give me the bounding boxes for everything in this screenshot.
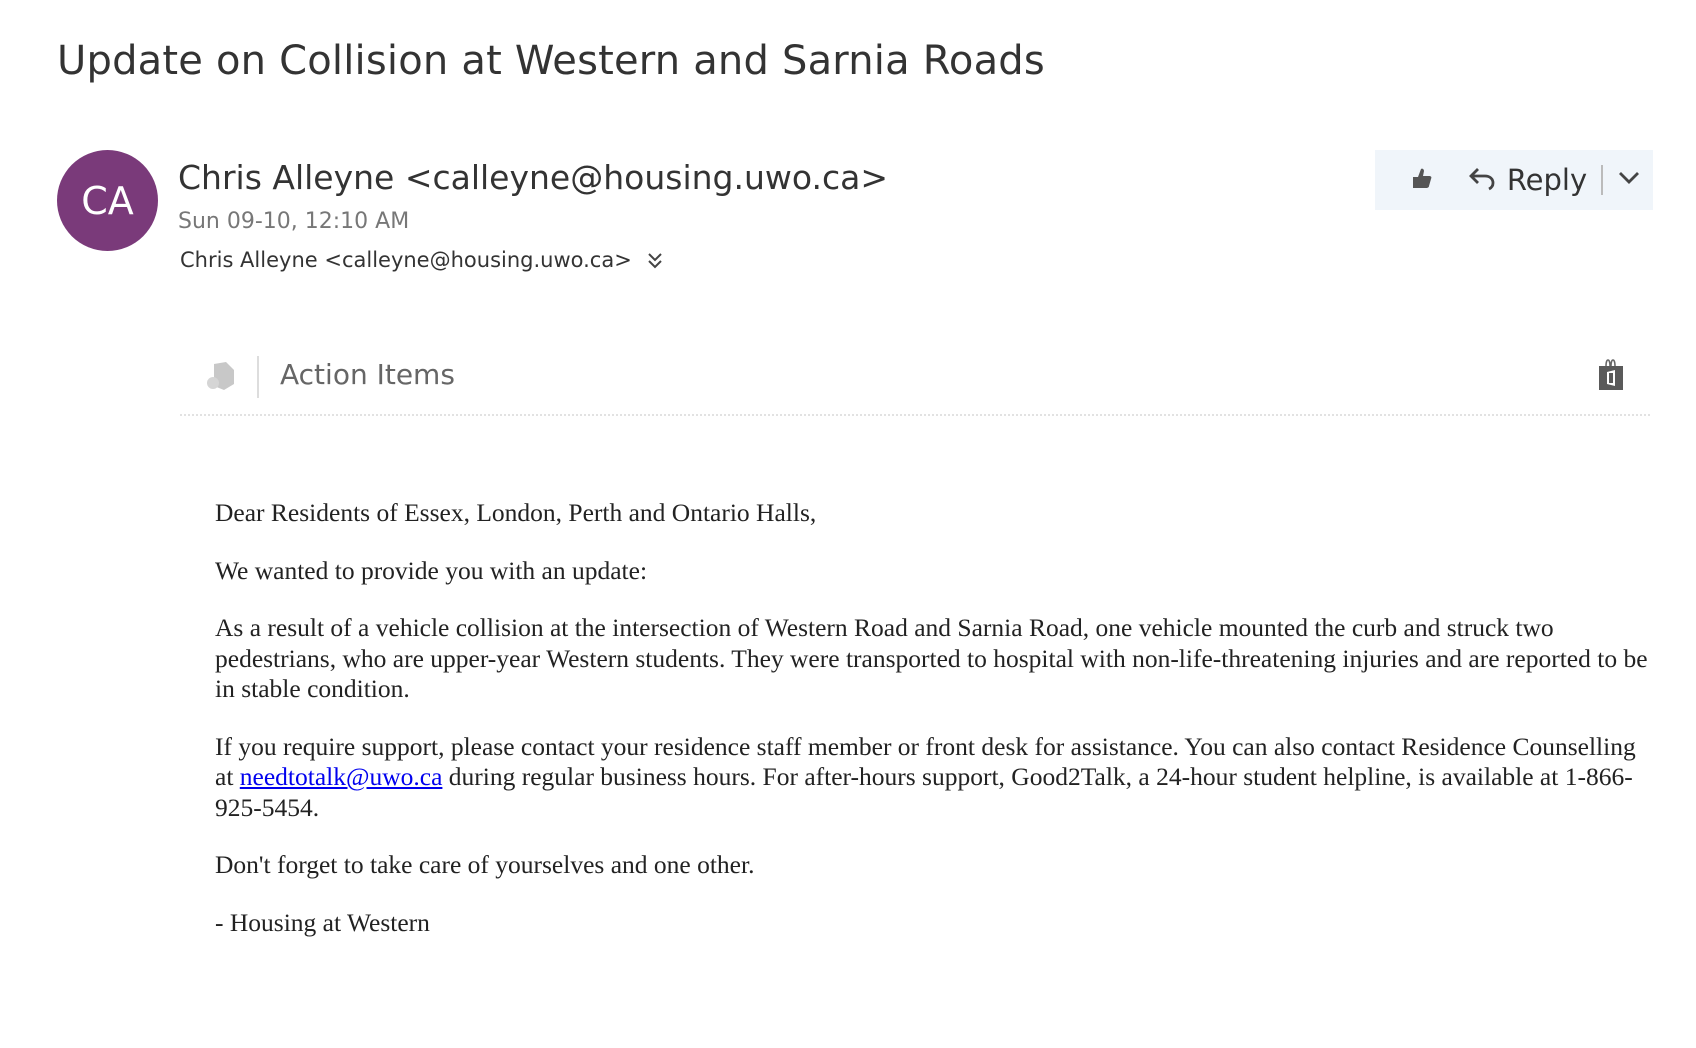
action-items-separator bbox=[180, 414, 1650, 416]
thumbs-up-icon bbox=[1408, 165, 1434, 195]
closing-paragraph: Don't forget to take care of yourselves and one other. bbox=[215, 850, 755, 879]
avatar-initials: CA bbox=[81, 178, 134, 223]
incident-paragraph: As a result of a vehicle collision at the intersection of Western Road and Sarnia Road, one vehicle mounted the curb and struck two pedestrians, who are upper-year Western students. They were transported to hospital with non-life-threatening injuries and are reported to be in stable condition. bbox=[215, 613, 1648, 703]
chevron-down-icon[interactable] bbox=[1617, 170, 1641, 190]
signature: - Housing at Western bbox=[215, 907, 430, 937]
sender-avatar bbox=[57, 150, 158, 251]
sent-date: Sun 09-10, 12:10 AM bbox=[178, 209, 410, 234]
support-text-after: during regular business hours. For after-hours support, Good2Talk, a 24-hour student helpline, is available at 1-866-925-5454. bbox=[215, 762, 1633, 822]
like-button[interactable] bbox=[1375, 150, 1466, 210]
reply-divider bbox=[1601, 165, 1603, 195]
office-store-bag-icon[interactable] bbox=[1597, 356, 1625, 392]
intro-paragraph: We wanted to provide you with an update: bbox=[215, 555, 648, 585]
action-items-divider bbox=[257, 356, 259, 398]
email-subject: Update on Collision at Western and Sarnia Roads bbox=[57, 38, 1045, 84]
support-text: If you require support, please contact your residence staff member or front desk for assistance. You can also contact Residence Counselling at bbox=[215, 731, 1636, 791]
action-items-label[interactable]: Action Items bbox=[280, 358, 455, 391]
recipient-line bbox=[180, 248, 664, 272]
counselling-email-link[interactable]: needtotalk@uwo.ca bbox=[239, 762, 443, 791]
greeting: Dear Residents of Essex, London, Perth and Ontario Halls, bbox=[215, 498, 817, 527]
sender-name[interactable]: Chris Alleyne <calleyne@housing.uwo.ca> bbox=[178, 158, 888, 197]
email-body bbox=[215, 498, 1655, 965]
double-chevron-down-icon[interactable] bbox=[646, 249, 664, 271]
support-paragraph bbox=[215, 732, 1655, 824]
action-items-bar bbox=[180, 350, 1650, 410]
reply-arrow-icon bbox=[1467, 164, 1497, 196]
reply-button[interactable] bbox=[1455, 150, 1653, 210]
recipient-name[interactable]: Chris Alleyne <calleyne@housing.uwo.ca> bbox=[180, 248, 632, 272]
reply-label: Reply bbox=[1506, 163, 1588, 197]
cube-icon bbox=[204, 360, 236, 392]
